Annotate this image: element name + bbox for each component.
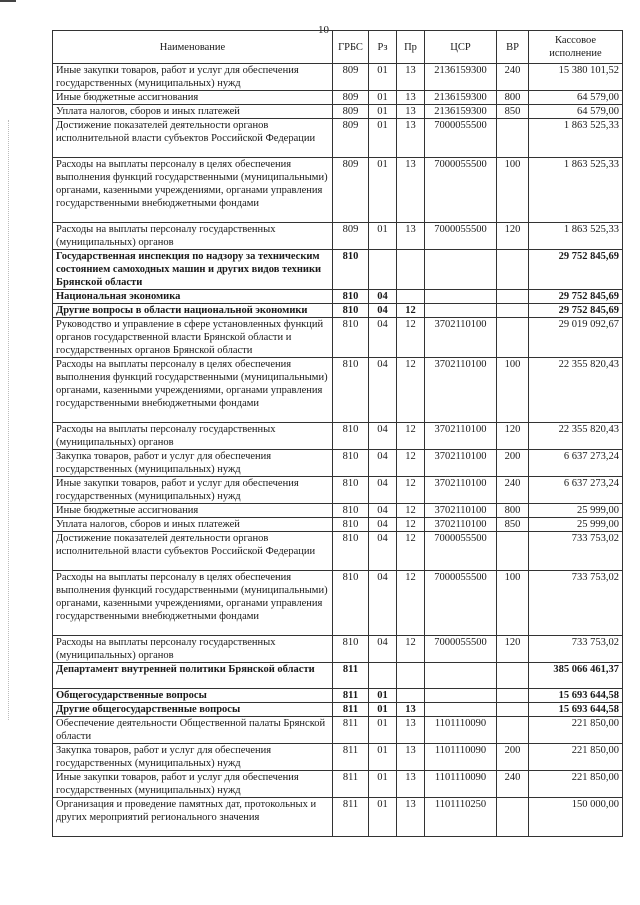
page-number: 10: [318, 24, 329, 36]
cell-grbs: 809: [333, 64, 369, 91]
cell-pr: 12: [397, 532, 425, 571]
table-row: [53, 91, 623, 105]
cell-amount: 22 355 820,43: [529, 358, 623, 423]
cell-rz: 01: [369, 105, 397, 119]
cell-vr: [497, 119, 529, 158]
cell-rz: 01: [369, 91, 397, 105]
cell-amount: 15 693 644,58: [529, 703, 623, 717]
cell-pr: [397, 689, 425, 703]
cell-vr: 240: [497, 477, 529, 504]
table-row: [53, 358, 623, 423]
scan-margin-dots: [8, 120, 10, 720]
cell-pr: 12: [397, 571, 425, 636]
table-row: [53, 532, 623, 571]
cell-name: Расходы на выплаты персоналу государственных (муниципальных) органов: [53, 223, 333, 250]
cell-csr: 3702110100: [425, 477, 497, 504]
cell-grbs: 810: [333, 636, 369, 663]
cell-pr: 13: [397, 717, 425, 744]
cell-csr: 2136159300: [425, 91, 497, 105]
table-row: [53, 290, 623, 304]
cell-rz: 01: [369, 744, 397, 771]
cell-rz: 01: [369, 689, 397, 703]
cell-rz: 04: [369, 358, 397, 423]
cell-name: Национальная экономика: [53, 290, 333, 304]
cell-amount: 733 753,02: [529, 636, 623, 663]
cell-name: Расходы на выплаты персоналу государственных (муниципальных) органов: [53, 636, 333, 663]
cell-name: Расходы на выплаты персоналу в целях обеспечения выполнения функций государственными (муниципальными) органами, казенными учреждениями, органами управления государственными внебюджетными фондами: [53, 571, 333, 636]
cell-name: Иные закупки товаров, работ и услуг для обеспечения государственных (муниципальных) нужд: [53, 64, 333, 91]
cell-csr: 3702110100: [425, 504, 497, 518]
header-pr: Пр: [397, 31, 425, 64]
cell-vr: 200: [497, 744, 529, 771]
cell-rz: 04: [369, 518, 397, 532]
header-amount: Кассовое исполнение: [529, 31, 623, 64]
table-row: [53, 663, 623, 689]
cell-grbs: 809: [333, 105, 369, 119]
cell-grbs: 810: [333, 304, 369, 318]
cell-pr: 13: [397, 158, 425, 223]
cell-rz: 04: [369, 636, 397, 663]
cell-vr: 850: [497, 518, 529, 532]
cell-rz: 01: [369, 119, 397, 158]
cell-amount: 25 999,00: [529, 518, 623, 532]
cell-grbs: 811: [333, 689, 369, 703]
cell-rz: 04: [369, 423, 397, 450]
cell-amount: 64 579,00: [529, 105, 623, 119]
cell-rz: [369, 663, 397, 689]
cell-grbs: 810: [333, 423, 369, 450]
cell-csr: 3702110100: [425, 318, 497, 358]
cell-name: Расходы на выплаты персоналу в целях обеспечения выполнения функций государственными (муниципальными) органами, казенными учреждениями, органами управления государственными внебюджетными фондами: [53, 158, 333, 223]
cell-pr: 12: [397, 504, 425, 518]
cell-vr: [497, 663, 529, 689]
header-grbs: ГРБС: [333, 31, 369, 64]
cell-csr: 7000055500: [425, 636, 497, 663]
cell-name: Расходы на выплаты персоналу государственных (муниципальных) органов: [53, 423, 333, 450]
table-row: [53, 318, 623, 358]
cell-grbs: 810: [333, 532, 369, 571]
cell-pr: 12: [397, 358, 425, 423]
cell-csr: [425, 689, 497, 703]
cell-vr: 800: [497, 504, 529, 518]
cell-name: Иные закупки товаров, работ и услуг для обеспечения государственных (муниципальных) нужд: [53, 771, 333, 798]
cell-vr: [497, 703, 529, 717]
cell-amount: 6 637 273,24: [529, 450, 623, 477]
cell-vr: 240: [497, 771, 529, 798]
cell-amount: 64 579,00: [529, 91, 623, 105]
cell-amount: 1 863 525,33: [529, 119, 623, 158]
cell-amount: 733 753,02: [529, 532, 623, 571]
cell-vr: 120: [497, 423, 529, 450]
cell-csr: [425, 304, 497, 318]
cell-csr: 7000055500: [425, 119, 497, 158]
cell-name: Иные закупки товаров, работ и услуг для обеспечения государственных (муниципальных) нужд: [53, 477, 333, 504]
cell-vr: [497, 717, 529, 744]
table-row: [53, 304, 623, 318]
table-row: [53, 798, 623, 837]
cell-amount: 150 000,00: [529, 798, 623, 837]
cell-csr: 2136159300: [425, 64, 497, 91]
cell-grbs: 811: [333, 771, 369, 798]
cell-rz: 04: [369, 504, 397, 518]
cell-vr: 850: [497, 105, 529, 119]
header-rz: Рз: [369, 31, 397, 64]
cell-name: Расходы на выплаты персоналу в целях обеспечения выполнения функций государственными (муниципальными) органами, казенными учреждениями, органами управления государственными внебюджетными фондами: [53, 358, 333, 423]
cell-csr: 3702110100: [425, 518, 497, 532]
cell-vr: [497, 532, 529, 571]
cell-pr: 12: [397, 450, 425, 477]
cell-pr: 12: [397, 636, 425, 663]
scan-edge-mark: [0, 0, 16, 2]
cell-rz: 04: [369, 290, 397, 304]
cell-pr: 13: [397, 223, 425, 250]
cell-csr: [425, 663, 497, 689]
cell-vr: [497, 689, 529, 703]
cell-vr: 100: [497, 158, 529, 223]
cell-pr: 12: [397, 304, 425, 318]
cell-csr: 2136159300: [425, 105, 497, 119]
cell-vr: 200: [497, 450, 529, 477]
cell-name: Руководство и управление в сфере установленных функций органов государственной власти Брянской области и государственных органов Брянской области: [53, 318, 333, 358]
table-body: [53, 64, 623, 837]
cell-rz: 04: [369, 477, 397, 504]
cell-csr: 1101110090: [425, 771, 497, 798]
cell-grbs: 810: [333, 318, 369, 358]
cell-vr: 240: [497, 64, 529, 91]
cell-grbs: 810: [333, 504, 369, 518]
cell-csr: 3702110100: [425, 450, 497, 477]
table-row: [53, 223, 623, 250]
cell-amount: 29 752 845,69: [529, 304, 623, 318]
cell-rz: 01: [369, 771, 397, 798]
cell-grbs: 810: [333, 290, 369, 304]
cell-name: Уплата налогов, сборов и иных платежей: [53, 518, 333, 532]
cell-rz: 04: [369, 450, 397, 477]
cell-rz: 04: [369, 318, 397, 358]
cell-name: Государственная инспекция по надзору за техническим состоянием самоходных машин и других видов техники Брянской области: [53, 250, 333, 290]
cell-name: Общегосударственные вопросы: [53, 689, 333, 703]
cell-vr: 120: [497, 223, 529, 250]
table-row: [53, 158, 623, 223]
table-row: [53, 504, 623, 518]
cell-vr: 100: [497, 571, 529, 636]
cell-name: Обеспечение деятельности Общественной палаты Брянской области: [53, 717, 333, 744]
cell-rz: 01: [369, 717, 397, 744]
cell-rz: 01: [369, 64, 397, 91]
cell-csr: 7000055500: [425, 571, 497, 636]
cell-rz: 04: [369, 571, 397, 636]
cell-vr: 100: [497, 358, 529, 423]
cell-csr: [425, 290, 497, 304]
cell-name: Другие вопросы в области национальной экономики: [53, 304, 333, 318]
cell-csr: 1101110250: [425, 798, 497, 837]
table-row: [53, 689, 623, 703]
header-csr: ЦСР: [425, 31, 497, 64]
cell-rz: [369, 250, 397, 290]
cell-name: Иные бюджетные ассигнования: [53, 504, 333, 518]
cell-pr: 13: [397, 91, 425, 105]
cell-amount: 221 850,00: [529, 771, 623, 798]
cell-grbs: 809: [333, 119, 369, 158]
cell-amount: 15 693 644,58: [529, 689, 623, 703]
cell-amount: 1 863 525,33: [529, 223, 623, 250]
cell-name: Закупка товаров, работ и услуг для обеспечения государственных (муниципальных) нужд: [53, 744, 333, 771]
header-vr: ВР: [497, 31, 529, 64]
cell-grbs: 810: [333, 358, 369, 423]
header-name: Наименование: [53, 31, 333, 64]
cell-pr: 12: [397, 477, 425, 504]
cell-vr: [497, 798, 529, 837]
cell-rz: 04: [369, 304, 397, 318]
cell-grbs: 810: [333, 518, 369, 532]
cell-rz: 01: [369, 223, 397, 250]
cell-name: Организация и проведение памятных дат, протокольных и других мероприятий регионального значения: [53, 798, 333, 837]
cell-name: Уплата налогов, сборов и иных платежей: [53, 105, 333, 119]
cell-csr: 7000055500: [425, 532, 497, 571]
cell-grbs: 811: [333, 717, 369, 744]
cell-amount: 15 380 101,52: [529, 64, 623, 91]
cell-csr: 3702110100: [425, 358, 497, 423]
cell-amount: 221 850,00: [529, 744, 623, 771]
cell-pr: 13: [397, 119, 425, 158]
table-row: [53, 250, 623, 290]
cell-amount: 6 637 273,24: [529, 477, 623, 504]
cell-rz: 01: [369, 703, 397, 717]
cell-amount: 1 863 525,33: [529, 158, 623, 223]
cell-amount: 221 850,00: [529, 717, 623, 744]
cell-grbs: 810: [333, 450, 369, 477]
cell-name: Департамент внутренней политики Брянской области: [53, 663, 333, 689]
table-row: [53, 423, 623, 450]
cell-pr: [397, 663, 425, 689]
cell-amount: 25 999,00: [529, 504, 623, 518]
cell-name: Иные бюджетные ассигнования: [53, 91, 333, 105]
cell-pr: 12: [397, 518, 425, 532]
cell-grbs: 811: [333, 663, 369, 689]
cell-csr: 1101110090: [425, 744, 497, 771]
cell-csr: [425, 703, 497, 717]
cell-rz: 01: [369, 798, 397, 837]
cell-vr: [497, 250, 529, 290]
cell-pr: 13: [397, 64, 425, 91]
table-row: [53, 119, 623, 158]
table-row: [53, 518, 623, 532]
cell-name: Закупка товаров, работ и услуг для обеспечения государственных (муниципальных) нужд: [53, 450, 333, 477]
cell-pr: 12: [397, 423, 425, 450]
cell-grbs: 811: [333, 798, 369, 837]
cell-pr: 13: [397, 105, 425, 119]
cell-grbs: 811: [333, 703, 369, 717]
cell-amount: 22 355 820,43: [529, 423, 623, 450]
cell-pr: 13: [397, 703, 425, 717]
budget-execution-table: [52, 30, 623, 837]
cell-csr: 7000055500: [425, 223, 497, 250]
cell-amount: 385 066 461,37: [529, 663, 623, 689]
cell-vr: 120: [497, 636, 529, 663]
table-row: [53, 636, 623, 663]
table-row: [53, 703, 623, 717]
cell-csr: [425, 250, 497, 290]
cell-pr: 13: [397, 744, 425, 771]
table-row: [53, 771, 623, 798]
cell-amount: 733 753,02: [529, 571, 623, 636]
cell-vr: [497, 304, 529, 318]
cell-vr: 800: [497, 91, 529, 105]
table-row: [53, 717, 623, 744]
cell-pr: [397, 250, 425, 290]
cell-rz: 01: [369, 158, 397, 223]
table-row: [53, 64, 623, 91]
cell-csr: 3702110100: [425, 423, 497, 450]
cell-grbs: 809: [333, 91, 369, 105]
cell-amount: 29 752 845,69: [529, 250, 623, 290]
cell-rz: 04: [369, 532, 397, 571]
cell-grbs: 809: [333, 223, 369, 250]
cell-csr: 1101110090: [425, 717, 497, 744]
table-row: [53, 477, 623, 504]
cell-vr: [497, 318, 529, 358]
cell-grbs: 809: [333, 158, 369, 223]
cell-csr: 7000055500: [425, 158, 497, 223]
table-header-row: [53, 31, 623, 64]
cell-vr: [497, 290, 529, 304]
cell-grbs: 811: [333, 744, 369, 771]
cell-amount: 29 019 092,67: [529, 318, 623, 358]
cell-grbs: 810: [333, 477, 369, 504]
table-row: [53, 571, 623, 636]
cell-grbs: 810: [333, 571, 369, 636]
cell-name: Достижение показателей деятельности органов исполнительной власти субъектов Российской Федерации: [53, 532, 333, 571]
cell-name: Достижение показателей деятельности органов исполнительной власти субъектов Российской Федерации: [53, 119, 333, 158]
table-row: [53, 450, 623, 477]
cell-name: Другие общегосударственные вопросы: [53, 703, 333, 717]
table-row: [53, 105, 623, 119]
table-row: [53, 744, 623, 771]
cell-pr: 12: [397, 318, 425, 358]
cell-grbs: 810: [333, 250, 369, 290]
cell-pr: [397, 290, 425, 304]
cell-amount: 29 752 845,69: [529, 290, 623, 304]
cell-pr: 13: [397, 798, 425, 837]
cell-pr: 13: [397, 771, 425, 798]
